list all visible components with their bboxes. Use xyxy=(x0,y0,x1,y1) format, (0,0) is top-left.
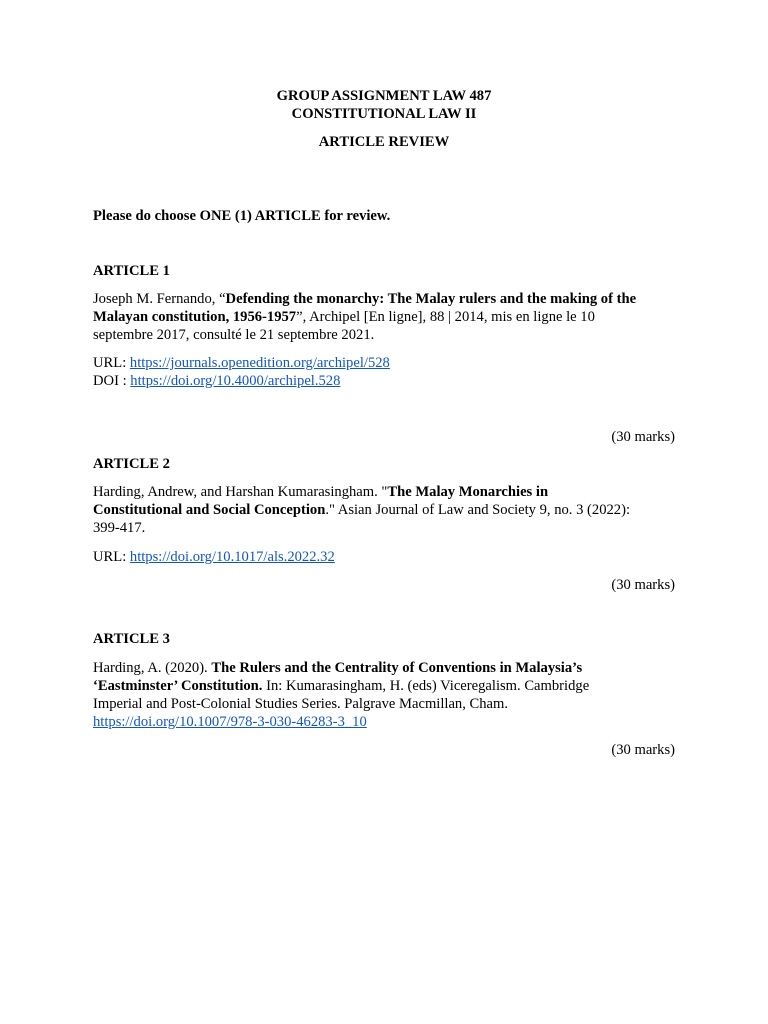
citation-source: ”, Archipel [En ligne], 88 | 2014, mis en ligne le 10 xyxy=(296,309,595,325)
citation-author: Harding, Andrew, and Harshan Kumarasingham. " xyxy=(93,484,388,500)
article-2-url-link[interactable]: https://doi.org/10.1017/als.2022.32 xyxy=(129,549,335,565)
article-2-citation-line-3: 399-417. xyxy=(93,520,146,536)
article-1-doi-line xyxy=(93,372,340,390)
citation-title: The Rulers and the Centrality of Conventions in Malaysia’s xyxy=(211,660,583,676)
doi-label: DOI : xyxy=(93,373,131,389)
url-label: URL: xyxy=(93,355,130,371)
article-1-citation-line-1 xyxy=(93,290,636,308)
article-3-citation-line-1 xyxy=(93,659,582,677)
article-1-heading: ARTICLE 1 xyxy=(93,263,170,279)
article-1-url-line xyxy=(93,354,390,372)
citation-title-cont: Malayan constitution, 1956-1957 xyxy=(93,309,297,325)
citation-source: In: Kumarasingham, H. (eds) Viceregalism. Cambridge xyxy=(262,678,590,694)
header-title: ARTICLE REVIEW xyxy=(318,134,450,150)
article-3-citation-line-2 xyxy=(93,677,589,695)
article-2-url-line xyxy=(93,548,335,566)
article-3-marks: (30 marks) xyxy=(611,742,675,758)
citation-author: Joseph M. Fernando, “ xyxy=(93,291,226,307)
header-subject: CONSTITUTIONAL LAW II xyxy=(291,106,477,122)
url-label: URL: xyxy=(93,549,130,565)
citation-title: The Malay Monarchies in xyxy=(387,484,549,500)
article-1-doi-link[interactable]: https://doi.org/10.4000/archipel.528 xyxy=(130,373,341,389)
citation-author: Harding, A. (2020). xyxy=(93,660,212,676)
article-3-heading: ARTICLE 3 xyxy=(93,631,170,647)
article-3-doi-line xyxy=(93,713,367,731)
article-2-citation-line-2 xyxy=(93,501,630,519)
article-1-url-link[interactable]: https://journals.openedition.org/archipel/528 xyxy=(129,355,390,371)
citation-title: Defending the monarchy: The Malay rulers and the making of the xyxy=(225,291,637,307)
article-1-citation-line-2 xyxy=(93,308,595,326)
article-1-marks: (30 marks) xyxy=(611,429,675,445)
citation-source: ." Asian Journal of Law and Society 9, no. 3 (2022): xyxy=(325,502,631,518)
article-3-doi-link[interactable]: https://doi.org/10.1007/978-3-030-46283-3_10 xyxy=(93,714,367,730)
article-2-citation-line-1 xyxy=(93,483,548,501)
instruction: Please do choose ONE (1) ARTICLE for review. xyxy=(93,208,391,224)
citation-title-cont: Constitutional and Social Conception xyxy=(93,502,326,518)
article-2-heading: ARTICLE 2 xyxy=(93,456,170,472)
article-3-citation-line-3: Imperial and Post-Colonial Studies Series. Palgrave Macmillan, Cham. xyxy=(93,696,509,712)
citation-title-cont: ‘Eastminster’ Constitution. xyxy=(93,678,263,694)
article-1-citation-line-3: septembre 2017, consulté le 21 septembre 2021. xyxy=(93,327,375,343)
article-2-marks: (30 marks) xyxy=(611,577,675,593)
header-course: GROUP ASSIGNMENT LAW 487 xyxy=(276,88,492,104)
